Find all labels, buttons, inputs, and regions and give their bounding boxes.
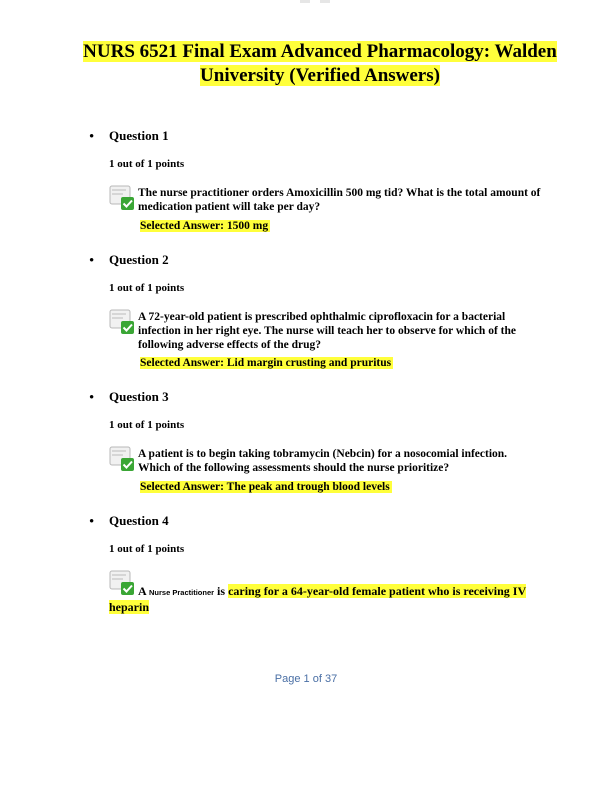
question-text bbox=[109, 584, 549, 615]
selected-answer-text: Selected Answer: 1500 mg bbox=[140, 220, 269, 232]
selected-answer bbox=[140, 356, 393, 370]
page-number: Page 1 of 37 bbox=[274, 673, 338, 685]
question-points: 1 out of 1 points bbox=[109, 543, 185, 555]
question-points: 1 out of 1 points bbox=[109, 282, 185, 294]
question-title: Question 2 bbox=[109, 252, 169, 267]
question-text-verb: is bbox=[217, 584, 226, 598]
selected-answer bbox=[140, 219, 270, 233]
selected-answer-text: Selected Answer: The peak and trough blood levels bbox=[140, 481, 390, 493]
correct-answer-check-icon bbox=[109, 446, 135, 472]
correct-answer-check-icon bbox=[109, 309, 135, 335]
question-title: Question 4 bbox=[109, 513, 169, 528]
question-points: 1 out of 1 points bbox=[109, 158, 185, 170]
question-points: 1 out of 1 points bbox=[109, 419, 185, 431]
document-title-text: NURS 6521 Final Exam Advanced Pharmacology: Walden University (Verified Answers) bbox=[83, 41, 557, 86]
question-text-a: A bbox=[138, 584, 147, 598]
question-title: Question 1 bbox=[109, 128, 169, 143]
selected-answer bbox=[140, 480, 392, 494]
document-title bbox=[60, 40, 580, 88]
question-title: Question 3 bbox=[109, 389, 169, 404]
question-text-highlight: caring for a 64-year-old female patient who is receiving IV heparin bbox=[109, 584, 527, 614]
question-text: A patient is to begin taking tobramycin (Nebcin) for a nosocomial infection. Which of the following assessments should the nurse prioritize? bbox=[138, 448, 508, 474]
bullet: • bbox=[89, 514, 95, 530]
question-text: A 72-year-old patient is prescribed ophthalmic ciprofloxacin for a bacterial infection in her right eye. The nurse will teach her to observe for which of the following adverse effects of the drug? bbox=[138, 311, 516, 351]
selected-answer-text: Selected Answer: Lid margin crusting and pruritus bbox=[140, 357, 392, 369]
page-top-mark bbox=[298, 0, 338, 4]
question-text-role: Nurse Practitioner bbox=[149, 588, 215, 597]
question-text: The nurse practitioner orders Amoxicillin 500 mg tid? What is the total amount of medication patient will take per day? bbox=[138, 187, 541, 213]
bullet: • bbox=[89, 390, 95, 406]
correct-answer-check-icon bbox=[109, 185, 135, 211]
bullet: • bbox=[89, 129, 95, 145]
bullet: • bbox=[89, 253, 95, 269]
